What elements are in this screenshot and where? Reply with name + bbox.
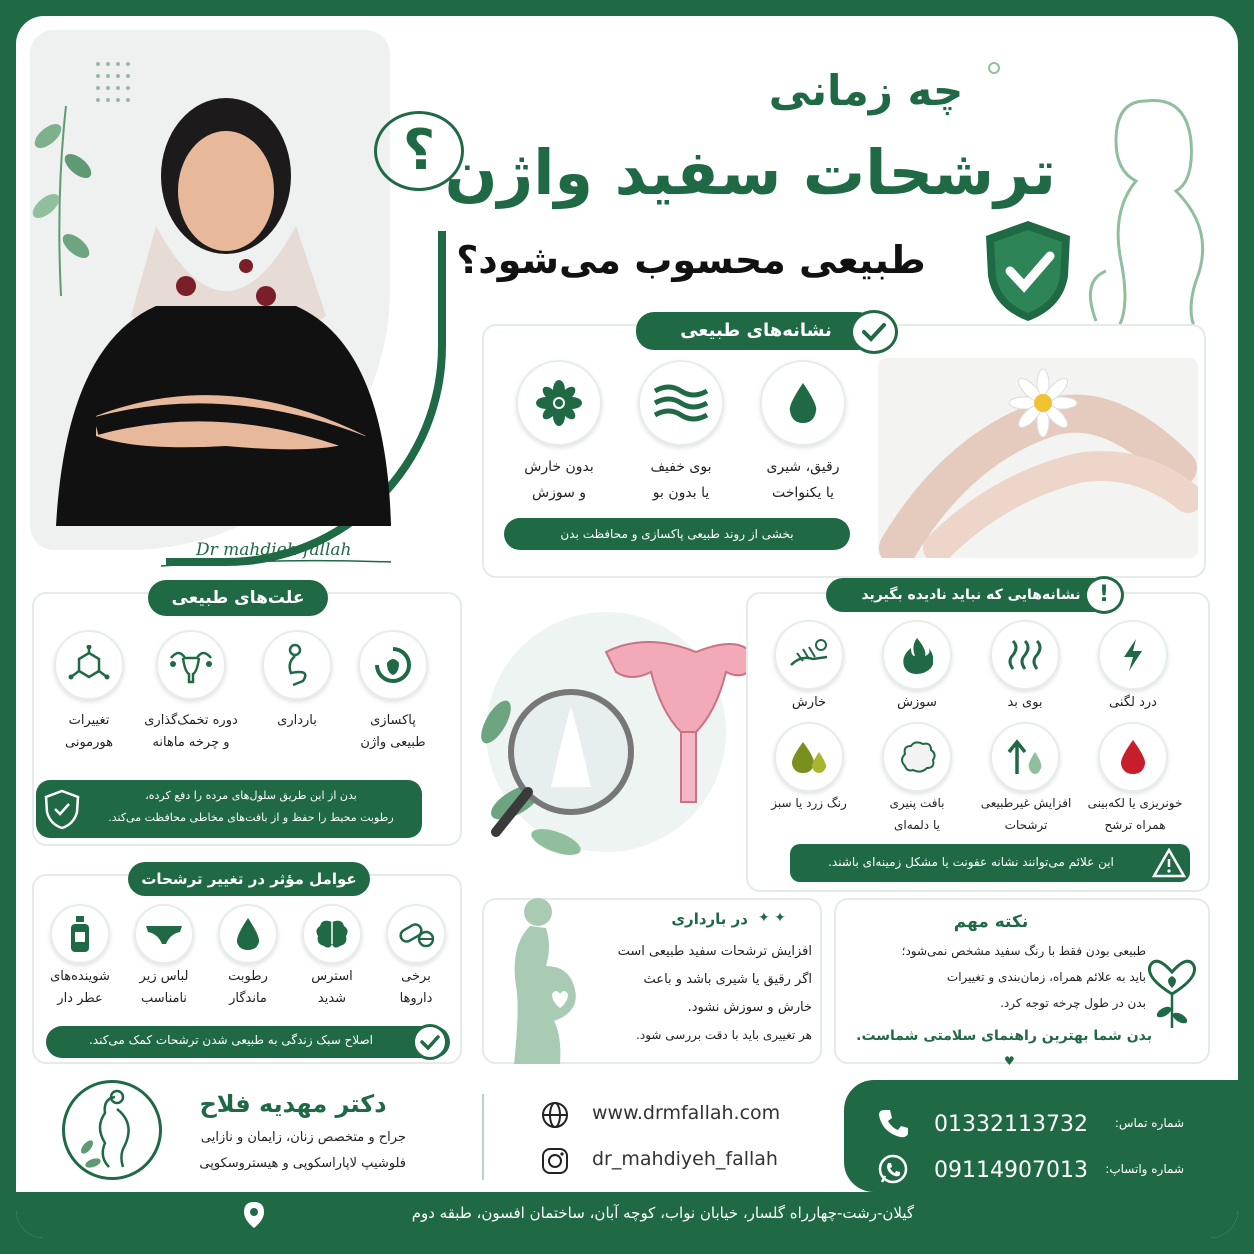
- cause-recycle: [358, 630, 428, 700]
- uterus-icon: [167, 646, 215, 684]
- logo-circle: [62, 1080, 162, 1180]
- hands-flower-photo: [878, 358, 1198, 558]
- factor-label: لباس زیر نامناسب: [139, 969, 189, 1006]
- sparkle-icon: ✦ ✦: [758, 910, 786, 926]
- warning-yellow-green: [774, 722, 844, 792]
- doctor-fellowship: فلوشیپ لاپاراسکوپی و هیستروسکوپی: [199, 1156, 406, 1171]
- flower-icon: [535, 379, 583, 427]
- signature-text: Dr mahdieh fallah: [196, 540, 352, 560]
- factor-underwear: [134, 904, 194, 964]
- factors-footer-text: اصلاح سبک زندگی به طبیعی شدن ترشحات کمک می‌کند.: [88, 1033, 373, 1047]
- natural-causes-title: [148, 580, 328, 616]
- itch-icon: [787, 637, 831, 673]
- natural-sign-label: رقیق، شیری یا یکنواخت: [766, 459, 840, 501]
- uterus-magnifier-illustration: [456, 602, 756, 882]
- warning-bad-odor: [990, 620, 1060, 690]
- doctor-specialty: جراح و متخصص زنان، زایمان و نازایی: [200, 1130, 406, 1145]
- increase-icon: [1005, 738, 1045, 776]
- odor-icon: [1007, 637, 1043, 673]
- cause-ovulation: [156, 630, 226, 700]
- factor-label: رطوبت ماندگار: [228, 969, 268, 1006]
- website-link[interactable]: www.drmfallah.com: [592, 1102, 781, 1124]
- natural-sign-label: بوی خفیف یا بدون بو: [650, 459, 712, 501]
- pregnancy-line: هر تغییری باید با دقت بررسی شود.: [636, 1028, 812, 1042]
- recycle-icon: [373, 645, 413, 685]
- cause-label: بارداری: [277, 713, 317, 728]
- location-pin-icon: [242, 1200, 266, 1230]
- important-title: نکته مهم: [953, 912, 1029, 932]
- note-shield-icon: [42, 788, 82, 830]
- factor-moisture: [218, 904, 278, 964]
- natural-causes-note-line1: بدن از این طریق سلول‌های مرده را دفع کرده،: [145, 789, 357, 802]
- factor-medication: [386, 904, 446, 964]
- natural-signs-title: [636, 312, 876, 350]
- instagram-link[interactable]: dr_mahdiyeh_fallah: [592, 1148, 778, 1170]
- factors-check-icon: [412, 1024, 448, 1060]
- bottle-icon: [68, 914, 92, 954]
- factor-label: شوینده‌های عطر دار: [50, 969, 110, 1006]
- pill-icon: [398, 919, 434, 949]
- small-circle-decoration: [988, 62, 1000, 74]
- pregnancy-title: در بارداری: [671, 910, 748, 928]
- factor-scented-cleansers: [50, 904, 110, 964]
- brain-icon: [314, 918, 350, 950]
- important-line: باید به علائم همراه، زمان‌بندی و تغییرات: [946, 970, 1146, 984]
- important-line: طبیعی بودن فقط با رنگ سفید مشخص نمی‌شود؛: [901, 944, 1146, 958]
- cause-label: تغییرات هورمونی: [65, 713, 113, 750]
- factor-label: برخی داروها: [399, 969, 433, 1006]
- drop-icon: [786, 381, 820, 425]
- factors-title-text: عوامل مؤثر در تغییر ترشحات: [141, 870, 357, 888]
- warning-label: بوی بد: [1007, 695, 1043, 710]
- factor-stress: [302, 904, 362, 964]
- important-line: بدن در طول چرخه توجه کرد.: [1000, 996, 1146, 1010]
- hero-title-line3: طبیعی محسوب می‌شود؟: [456, 238, 926, 282]
- footer-divider: [482, 1094, 484, 1180]
- underwear-icon: [144, 922, 184, 946]
- lightning-icon: [1120, 637, 1146, 673]
- small-heart-icon: ♥: [1004, 1054, 1015, 1068]
- address-text: گیلان-رشت-چهارراه گلسار، خیابان نواب، کوچه آبان، ساختمان افسون، طبقه دوم: [411, 1204, 914, 1222]
- doctor-name: دکتر مهدیه فلاح: [199, 1090, 387, 1118]
- warning-signs-title-text: نشانه‌هایی که نباید نادیده بگیرید: [861, 587, 1081, 603]
- infographic-card: [16, 16, 1238, 1238]
- warning-bleeding: [1098, 722, 1168, 792]
- warning-footer-text: این علائم می‌توانند نشانه عفونت یا مشکل زمینه‌ای باشند.: [828, 855, 1114, 869]
- woman-silhouette-outline: [1076, 71, 1226, 331]
- pregnant-icon: [279, 643, 315, 687]
- warning-increase: [990, 722, 1060, 792]
- warning-label: خارش: [791, 695, 827, 710]
- warning-label: درد لگنی: [1109, 695, 1157, 710]
- whatsapp-label: شماره واتساپ:: [1105, 1162, 1184, 1176]
- hero-title-line2: ترشحات سفید واژن: [444, 136, 1056, 209]
- warning-label: سوزش: [897, 695, 937, 710]
- signature: [156, 536, 396, 576]
- instagram-icon: [540, 1146, 570, 1176]
- question-mark: ؟: [402, 118, 436, 183]
- natural-causes-note-line2: رطوبت محیط را حفظ و از بافت‌های مخاطی محافظت می‌کند.: [108, 811, 394, 824]
- natural-signs-footer-text: بخشی از روند طبیعی پاکسازی و محافظت بدن: [560, 527, 794, 541]
- important-slogan: بدن شما بهترین راهنمای سلامتی شماست.: [856, 1028, 1152, 1044]
- warning-label: خونریزی یا لکه‌بینی همراه ترشح: [1087, 796, 1183, 832]
- fire-icon: [901, 636, 933, 674]
- hero-title-line1: چه زمانی: [768, 66, 964, 115]
- factor-label: استرس شدید: [311, 969, 353, 1006]
- pregnancy-line: خارش و سوزش نشود.: [687, 1000, 812, 1015]
- warning-itching: [774, 620, 844, 690]
- natural-sign-label: بدون خارش و سوزش: [524, 459, 594, 501]
- globe-icon: [540, 1100, 570, 1130]
- pregnant-silhouette: [490, 886, 590, 1066]
- warning-label: افزایش غیرطبیعی ترشحات: [980, 796, 1072, 832]
- warning-burning: [882, 620, 952, 690]
- phone-icon: [876, 1106, 910, 1140]
- cheese-icon: [897, 740, 937, 774]
- warning-cheesy-texture: [882, 722, 952, 792]
- pregnancy-line: افزایش ترشحات سفید طبیعی است: [617, 944, 812, 959]
- whatsapp-number[interactable]: 09114907013: [934, 1158, 1088, 1183]
- natural-sign-waves: [638, 360, 724, 446]
- cause-hormonal: [54, 630, 124, 700]
- cause-label: پاکسازی طبیعی واژن: [360, 713, 426, 750]
- warning-label: بافت پنیری یا دلمه‌ای: [889, 796, 945, 832]
- natural-signs-title-text: نشانه‌های طبیعی: [680, 320, 832, 341]
- exclamation-icon: !: [1084, 576, 1124, 614]
- natural-causes-title-text: علت‌های طبیعی: [171, 588, 305, 608]
- factors-title: [128, 862, 370, 896]
- warning-triangle-icon: [1152, 848, 1186, 878]
- natural-sign-flower: [516, 360, 602, 446]
- warning-pelvic-pain: [1098, 620, 1168, 690]
- whatsapp-icon: [876, 1152, 910, 1186]
- heart-plant-icon: [1142, 942, 1202, 1032]
- phone-number[interactable]: 01332113732: [934, 1112, 1088, 1137]
- phone-label: شماره تماس:: [1114, 1116, 1184, 1130]
- molecule-icon: [67, 645, 111, 685]
- waves-icon: [653, 383, 709, 423]
- doctor-photo: [36, 56, 396, 536]
- cause-pregnancy: [262, 630, 332, 700]
- moisture-icon: [234, 916, 262, 952]
- natural-signs-footer: [504, 518, 850, 550]
- natural-sign-drop: [760, 360, 846, 446]
- shield-check-icon: [978, 216, 1078, 326]
- cause-label: دوره تخمک‌گذاری و چرخه ماهانه: [144, 713, 238, 750]
- blood-drop-icon: [1118, 738, 1148, 776]
- pregnancy-line: اگر رقیق یا شیری باشد و باعث: [643, 972, 812, 987]
- warning-label: رنگ زرد یا سبز: [771, 796, 847, 810]
- warning-signs-title: [826, 578, 1116, 612]
- yellow-drops-icon: [789, 738, 829, 776]
- title-check-icon: [850, 310, 898, 354]
